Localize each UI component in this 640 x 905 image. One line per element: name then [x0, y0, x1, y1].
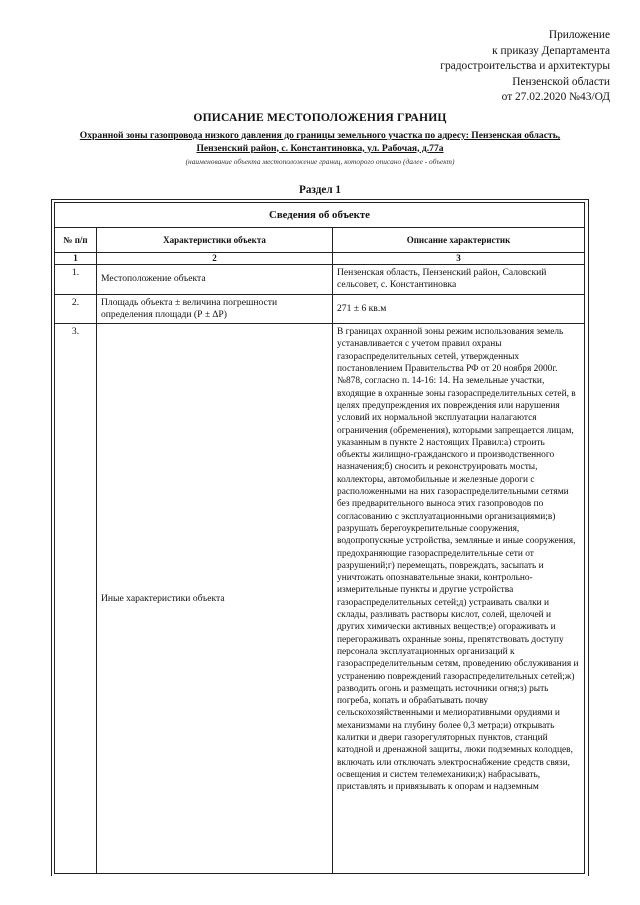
row-characteristic: Иные характеристики объекта: [97, 324, 333, 874]
annex-line: к приказу Департамента: [492, 44, 610, 57]
object-info-table: [54, 202, 585, 874]
section-title: Раздел 1: [298, 184, 341, 196]
annex-block: [370, 28, 610, 106]
annex-line: градостроительства и архитектуры: [440, 60, 610, 72]
table-title: Сведения об объекте: [55, 203, 585, 228]
row-description-cell: [333, 324, 585, 874]
table-row: [55, 324, 585, 874]
document-title: ОПИСАНИЕ МЕСТОПОЛОЖЕНИЯ ГРАНИЦ: [193, 111, 447, 124]
column-number: 1: [55, 253, 97, 265]
row-description: Пензенская область, Пензенский район, Саловский сельсовет, с. Константиновка: [333, 265, 585, 295]
annex-line: Пензенской области: [512, 75, 610, 88]
column-number: 2: [97, 253, 333, 265]
subtitle-caption: (наименование объекта местоположение границ, которого описано (далее - объект): [185, 157, 455, 166]
table-header-row: [55, 228, 585, 253]
row-description: В границах охранной зоны режим использования земель устанавливается с учетом правил охраны газораспределительных сетей, утвержденных постановлением Правительства РФ от 20 ноября 2000г. №878, согласно п. 14-16: 14. На земельные участки, входящие в охранные зоны газораспределительных сетей, в целях предупреждения их повреждения или нарушения условий их нормальной эксплуатации налагаются ограничения (обременения), которыми запрещается лицам, указанным в пункте 2 настоящих Правил:а) строить объекты жилищно-гражданского и производственного назначения;б) сносить и реконструировать мосты, коллекторы, автомобильные и железные дороги с расположенными на них газораспределительными сетями без предварительного выноса этих газопроводов по согласованию с эксплуатационными организациями;в) разрушать берегоукрепительные сооружения, водопропускные устройства, земляные и иные сооружения, предохраняющие газораспределительные сети от разрушений;г) перемещать, повреждать, засыпать и уничтожать опознавательные знаки, контрольно-измерительные пункты и другие устройства газораспределительных сетей;д) устраивать свалки и склады, разливать растворы кислот, солей, щелочей и других химически активных веществ;е) огораживать и перегораживать охранные зоны, препятствовать доступу персонала эксплуатационных организаций к газораспределительным сетям, проведению обслуживания и устранению повреждений газораспределительных сетей;ж) разводить огонь и размещать источники огня;з) рыть погреба, копать и обрабатывать почву сельскохозяйственными и мелиоративными орудиями и механизмами на глубину более 0,3 метра;и) открывать калитки и двери газорегуляторных пунктов, станций катодной и дренажной защиты, люки подземных колодцев, включать или отключать электроснабжение средств связи, освещения и систем телемеханики;к) набрасывать, приставлять и привязывать к опорам и надземным: [337, 327, 579, 793]
column-header-number: № п/п: [55, 228, 97, 253]
document-subtitle: Охранной зоны газопровода низкого давления до границы земельного участка по адресу: Пензенская область, Пензенский район, с. Константиновка, ул. Рабочая, д.77а: [79, 130, 561, 154]
row-number: 3.: [55, 324, 97, 874]
annex-line: Приложение: [548, 29, 610, 41]
column-number-row: [55, 253, 585, 265]
table-row: [55, 294, 585, 324]
column-number: 3: [333, 253, 585, 265]
row-number: 2.: [55, 294, 97, 324]
table-row: [55, 265, 585, 295]
row-number: 1.: [55, 265, 97, 295]
annex-line: от 27.02.2020 №43/ОД: [501, 91, 610, 103]
row-description: 271 ± 6 кв.м: [333, 294, 585, 324]
column-header-description: Описание характеристик: [333, 228, 585, 253]
column-header-characteristic: Характеристики объекта: [97, 228, 333, 253]
row-characteristic: Площадь объекта ± величина погрешности определения площади (Р ± ∆Р): [97, 294, 333, 324]
row-characteristic: Местоположение объекта: [97, 265, 333, 295]
